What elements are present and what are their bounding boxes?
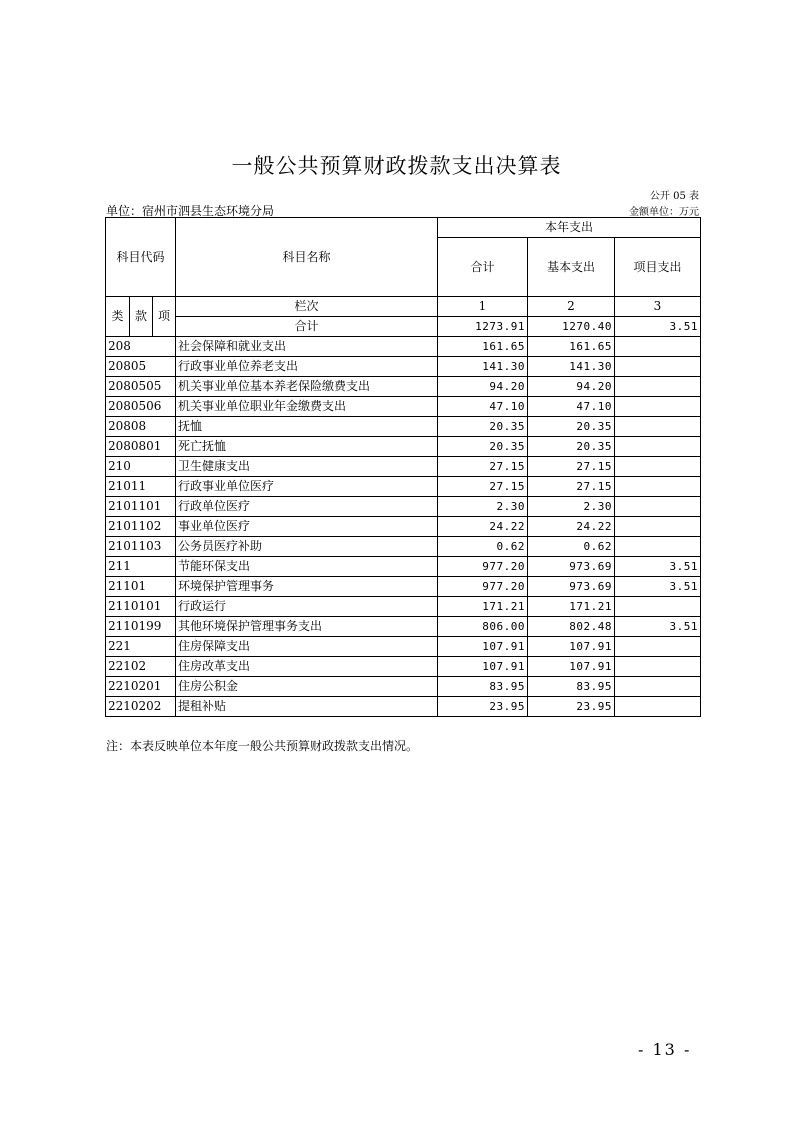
table-row (106, 417, 701, 437)
amount-total: 47.10 (438, 397, 528, 417)
amount-total: 977.20 (438, 557, 528, 577)
amount-basic: 802.48 (528, 617, 615, 637)
amount-total: 83.95 (438, 677, 528, 697)
subject-name: 住房保障支出 (176, 637, 438, 657)
table-row (106, 457, 701, 477)
amount-total: 27.15 (438, 457, 528, 477)
amount-basic: 83.95 (528, 677, 615, 697)
header-col-2: 2 (528, 297, 615, 317)
amount-basic: 0.62 (528, 537, 615, 557)
amount-total: 171.21 (438, 597, 528, 617)
amount-basic: 27.15 (528, 477, 615, 497)
amount-project (615, 437, 701, 457)
amount-total: 107.91 (438, 637, 528, 657)
table-row (106, 337, 701, 357)
subject-name: 机关事业单位基本养老保险缴费支出 (176, 377, 438, 397)
header-project: 项目支出 (615, 238, 701, 297)
subject-code: 2080506 (106, 397, 176, 417)
amount-project (615, 477, 701, 497)
table-row (106, 637, 701, 657)
amount-basic: 20.35 (528, 417, 615, 437)
amount-project: 3.51 (615, 577, 701, 597)
subject-code: 2080801 (106, 437, 176, 457)
subject-code: 2080505 (106, 377, 176, 397)
subject-name: 社会保障和就业支出 (176, 337, 438, 357)
amount-project: 3.51 (615, 617, 701, 637)
subject-name: 环境保护管理事务 (176, 577, 438, 597)
subject-name: 行政单位医疗 (176, 497, 438, 517)
subject-code: 2101101 (106, 497, 176, 517)
table-row (106, 597, 701, 617)
amount-basic: 171.21 (528, 597, 615, 617)
table-row (106, 497, 701, 517)
amount-project (615, 637, 701, 657)
amount-basic: 973.69 (528, 577, 615, 597)
header-kuan: 款 (130, 297, 153, 337)
table-row (106, 677, 701, 697)
amount-project (615, 517, 701, 537)
subject-code: 208 (106, 337, 176, 357)
subject-name: 住房公积金 (176, 677, 438, 697)
reporting-unit: 单位：宿州市泗县生态环境分局 (106, 204, 275, 218)
amount-basic: 141.30 (528, 357, 615, 377)
header-basic: 基本支出 (528, 238, 615, 297)
amount-project (615, 697, 701, 717)
total-label: 合计 (176, 317, 438, 337)
subject-name: 事业单位医疗 (176, 517, 438, 537)
header-row-1 (106, 218, 701, 238)
total-sum: 1273.91 (438, 317, 528, 337)
total-project: 3.51 (615, 317, 701, 337)
header-column-order: 栏次 (176, 297, 438, 317)
amount-project (615, 597, 701, 617)
subject-code: 2210201 (106, 677, 176, 697)
amount-total: 27.15 (438, 477, 528, 497)
table-note: 注：本表反映单位本年度一般公共预算财政拨款支出情况。 (106, 739, 419, 753)
table-row (106, 517, 701, 537)
subject-code: 21011 (106, 477, 176, 497)
amount-basic: 24.22 (528, 517, 615, 537)
amount-unit: 金额单位：万元 (629, 207, 699, 218)
total-row (106, 317, 701, 337)
subject-code: 2101103 (106, 537, 176, 557)
amount-project (615, 457, 701, 477)
header-xiang: 项 (153, 297, 176, 337)
subject-name: 节能环保支出 (176, 557, 438, 577)
document-title: 一般公共预算财政拨款支出决算表 (231, 154, 562, 178)
amount-total: 20.35 (438, 417, 528, 437)
amount-total: 0.62 (438, 537, 528, 557)
subject-name: 其他环境保护管理事务支出 (176, 617, 438, 637)
subject-name: 卫生健康支出 (176, 457, 438, 477)
amount-basic: 47.10 (528, 397, 615, 417)
total-basic: 1270.40 (528, 317, 615, 337)
amount-total: 2.30 (438, 497, 528, 517)
amount-total: 20.35 (438, 437, 528, 457)
amount-basic: 20.35 (528, 437, 615, 457)
table-row (106, 697, 701, 717)
form-number: 公开 05 表 (649, 191, 699, 202)
amount-total: 161.65 (438, 337, 528, 357)
amount-project (615, 657, 701, 677)
subject-name: 行政事业单位医疗 (176, 477, 438, 497)
header-lei: 类 (106, 297, 130, 337)
subject-code: 221 (106, 637, 176, 657)
amount-basic: 107.91 (528, 637, 615, 657)
amount-total: 141.30 (438, 357, 528, 377)
header-subject-name: 科目名称 (176, 218, 438, 297)
amount-basic: 107.91 (528, 657, 615, 677)
amount-project (615, 537, 701, 557)
header-subject-code: 科目代码 (106, 218, 176, 297)
subject-code: 2110199 (106, 617, 176, 637)
amount-total: 23.95 (438, 697, 528, 717)
header-current-year: 本年支出 (438, 218, 701, 238)
page-number: - 13 - (638, 1040, 692, 1059)
subject-name: 行政运行 (176, 597, 438, 617)
header-row-4 (106, 297, 701, 317)
amount-basic: 161.65 (528, 337, 615, 357)
header-col-3: 3 (615, 297, 701, 317)
amount-total: 806.00 (438, 617, 528, 637)
amount-basic: 973.69 (528, 557, 615, 577)
amount-project (615, 337, 701, 357)
subject-name: 公务员医疗补助 (176, 537, 438, 557)
amount-project (615, 677, 701, 697)
subject-name: 行政事业单位养老支出 (176, 357, 438, 377)
table-row (106, 537, 701, 557)
table-row (106, 657, 701, 677)
table-row (106, 397, 701, 417)
subject-name: 抚恤 (176, 417, 438, 437)
amount-project (615, 497, 701, 517)
amount-project (615, 397, 701, 417)
subject-code: 2210202 (106, 697, 176, 717)
amount-basic: 23.95 (528, 697, 615, 717)
expenditure-table (105, 217, 701, 717)
amount-project: 3.51 (615, 557, 701, 577)
amount-total: 24.22 (438, 517, 528, 537)
subject-code: 21101 (106, 577, 176, 597)
subject-code: 22102 (106, 657, 176, 677)
subject-code: 211 (106, 557, 176, 577)
header-col-1: 1 (438, 297, 528, 317)
subject-name: 住房改革支出 (176, 657, 438, 677)
amount-basic: 2.30 (528, 497, 615, 517)
table-row (106, 357, 701, 377)
subject-code: 2110101 (106, 597, 176, 617)
table-row (106, 577, 701, 597)
amount-project (615, 377, 701, 397)
subject-code: 210 (106, 457, 176, 477)
table-row (106, 557, 701, 577)
amount-basic: 27.15 (528, 457, 615, 477)
table-row (106, 477, 701, 497)
subject-code: 20808 (106, 417, 176, 437)
amount-total: 107.91 (438, 657, 528, 677)
subject-name: 机关事业单位职业年金缴费支出 (176, 397, 438, 417)
subject-code: 2101102 (106, 517, 176, 537)
subject-code: 20805 (106, 357, 176, 377)
table-row (106, 617, 701, 637)
amount-project (615, 357, 701, 377)
amount-basic: 94.20 (528, 377, 615, 397)
amount-total: 977.20 (438, 577, 528, 597)
table-row (106, 377, 701, 397)
subject-name: 死亡抚恤 (176, 437, 438, 457)
table-row (106, 437, 701, 457)
subject-name: 提租补贴 (176, 697, 438, 717)
amount-project (615, 417, 701, 437)
amount-total: 94.20 (438, 377, 528, 397)
header-total: 合计 (438, 238, 528, 297)
